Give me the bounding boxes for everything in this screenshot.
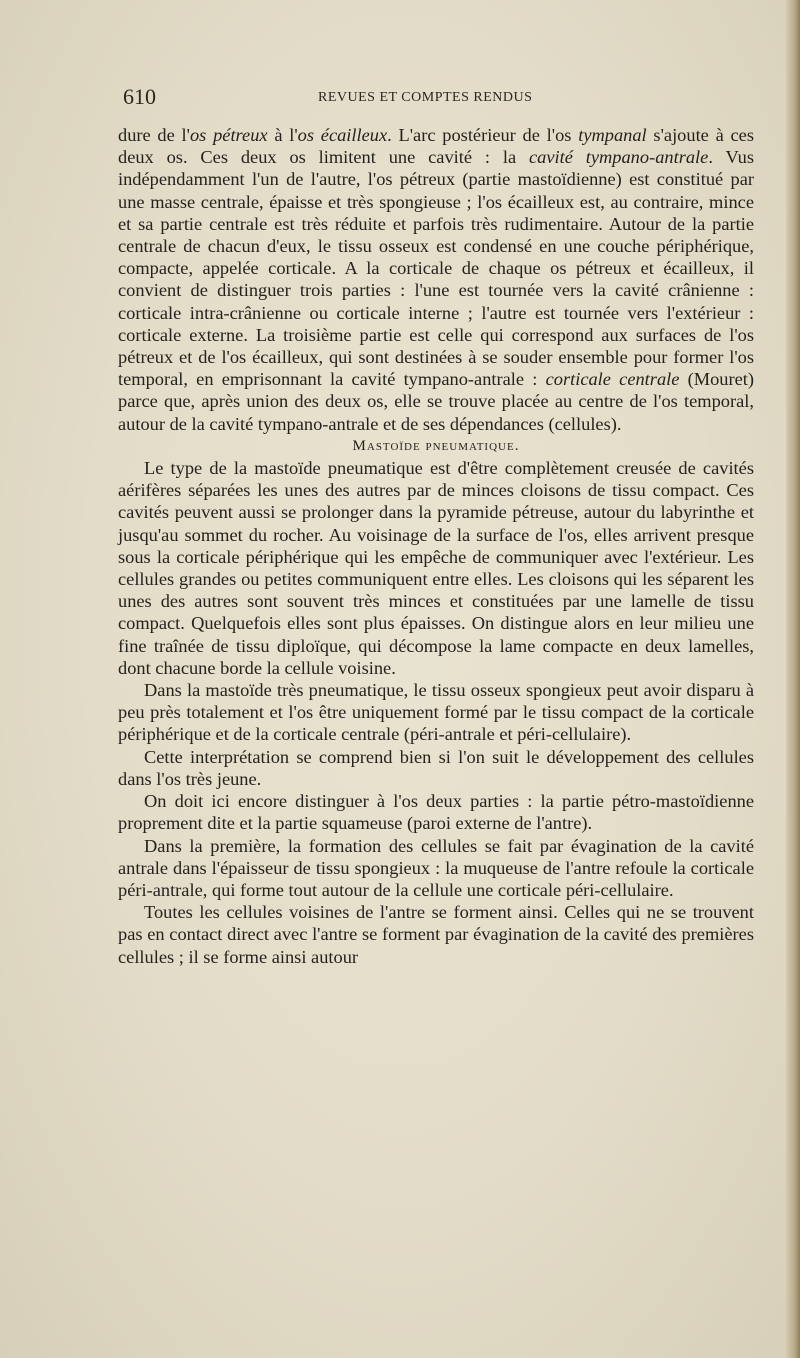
section-title: Mastoïde pneumatique. [352, 437, 520, 454]
running-title: REVUES ET COMPTES RENDUS [318, 90, 533, 105]
paragraph-1 [118, 124, 754, 435]
text-run: dure de l' [118, 125, 190, 145]
italic-term: os écailleux [297, 125, 388, 145]
page-edge [786, 0, 800, 1358]
text-run: . L'arc postérieur de l'os [387, 125, 579, 145]
italic-term: tympanal [578, 125, 647, 145]
page-number: 610 [123, 84, 156, 109]
paragraph: Le type de la mastoïde pneumatique est d'être complètement creusée de cavités aérifères séparées les unes des autres par de minces cloisons de tissu compact. Ces cavités peuvent aussi se prolonger dans la pyramide pétreuse, autour du labyrinthe et jusqu'au sommet du rocher. Au voisinage de la surface de l'os, elles arrivent presque sous la corticale périphérique qui les empêche de communiquer avec l'extérieur. Les cellules grandes ou petites communiquent entre elles. Les cloisons qui les séparent les unes des autres sont souvent très minces et constituées par une lamelle de tissu compact. Quelquefois elles sont plus épaisses. On distingue alors en leur milieu une fine traînée de tissu diploïque, qui décompose la lame compacte en deux lamelles, dont chacune borde la cellule voisine. [118, 458, 754, 678]
italic-term: cavité tympano-antrale [528, 147, 709, 168]
text-run: à l' [267, 125, 298, 145]
text-run: . Vus indépendamment l'un de l'autre, l'os pétreux (partie mastoïdienne) est constitué par une masse centrale, épaisse et très spongieuse ; l'os écailleux est, au contraire, mince et sa partie centrale est très réduite et parfois très rudimentaire. Autour de la partie centrale de chacun d'eux, le tissu osseux est condensé en une couche périphérique, compacte, appelée corticale. A la corticale de chaque os pétreux et écailleux, il convient de distinguer trois parties : l'une est tournée vers la cavité crânienne : corticale intra-crânienne ou corticale interne ; l'autre est tournée vers l'extérieur : corticale externe. La troisième partie est celle qui correspond aux surfaces de l'os pétreux et de l'os écailleux, qui sont destinées à se souder ensemble pour former l'os temporal, en emprisonnant la cavité tympano-antrale : [118, 147, 754, 390]
text-run: s'ajoute à ces deux os. Ces deux os limitent une cavité : la [118, 125, 754, 168]
paragraph: Cette interprétation se comprend bien si l'on suit le développement des cellules dans l'os très jeune. [118, 746, 754, 789]
paragraph: Toutes les cellules voisines de l'antre se forment ainsi. Celles qui ne se trouvent pas en contact direct avec l'antre se forment par évagination de la cavité des premières cellules ; il se forme ainsi autour [118, 902, 754, 967]
page-header [123, 84, 763, 114]
text-run: (Mouret) parce que, après union des deux os, elle se trouve placée au centre de l'os temporal, autour de la cavité tympano-antrale et de ses dépendances (cellules). [118, 369, 755, 434]
paragraph: On doit ici encore distinguer à l'os deux parties : la partie pétro-mastoïdienne proprement dite et la partie squameuse (paroi externe de l'antre). [118, 791, 754, 834]
italic-term: os pétreux [189, 125, 268, 145]
paragraph: Dans la première, la formation des cellules se fait par évagination de la cavité antrale dans l'épaisseur de tissu spongieux : la muqueuse de l'antre refoule la corticale péri-antrale, qui forme tout autour de la cellule une corticale péri-cellulaire. [118, 835, 754, 900]
paragraph: Dans la mastoïde très pneumatique, le tissu osseux spongieux peut avoir disparu à peu près totalement et l'os être uniquement formé par le tissu compact de la corticale périphérique et de la corticale centrale (péri-antrale et péri-cellulaire). [118, 680, 754, 745]
body-text [118, 124, 754, 968]
italic-term: corticale centrale [545, 369, 680, 390]
